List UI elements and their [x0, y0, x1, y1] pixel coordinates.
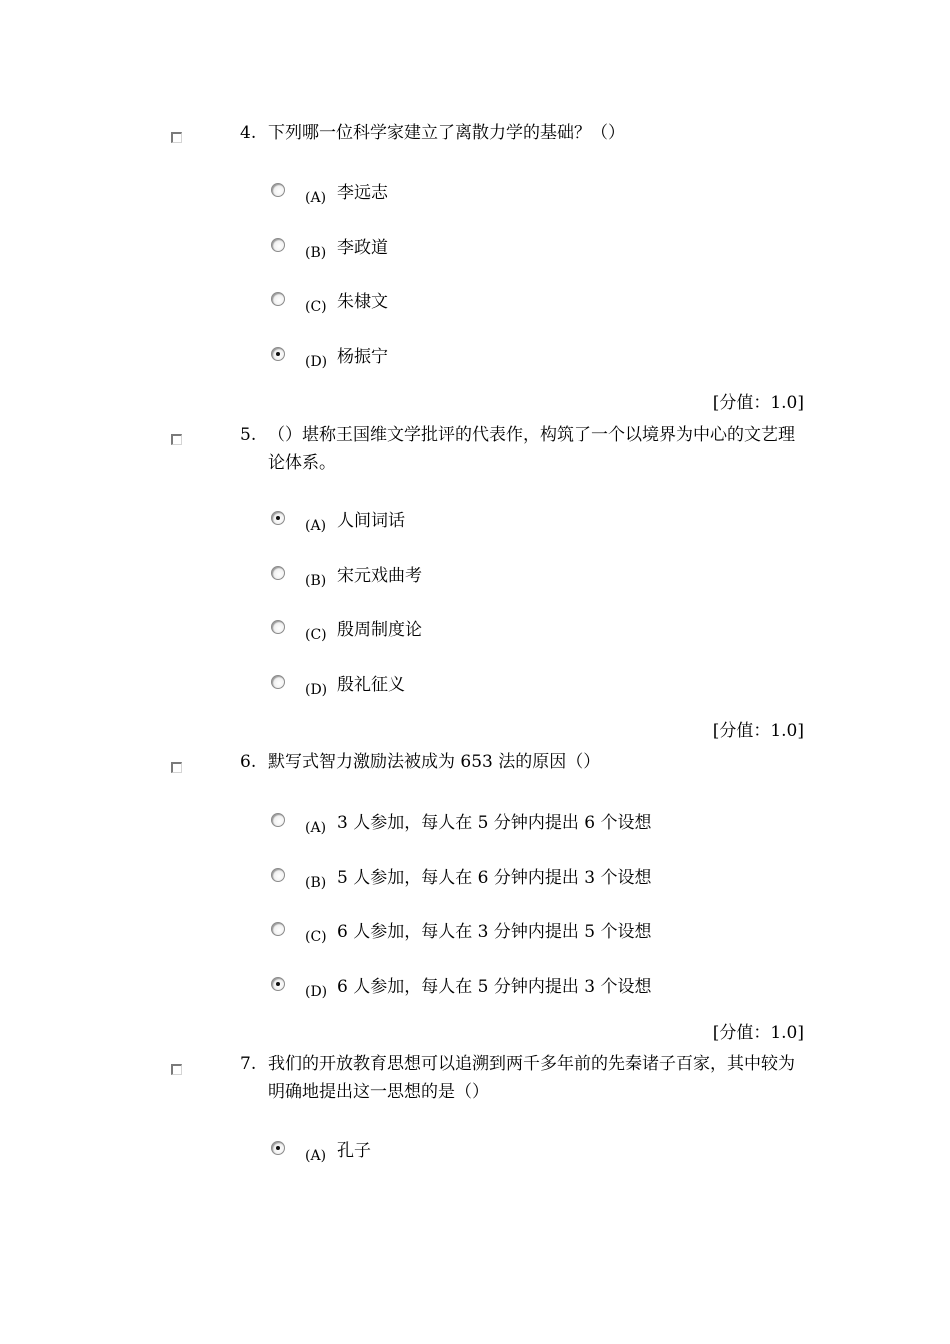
- radio-button[interactable]: [271, 675, 285, 689]
- question-mark-checkbox[interactable]: [171, 434, 182, 445]
- radio-button[interactable]: [271, 813, 285, 827]
- option-letter: (C): [305, 929, 327, 945]
- option-text: 孔子: [337, 1141, 371, 1161]
- option-text: 6 人参加，每人在 5 分钟内提出 3 个设想: [337, 977, 652, 997]
- option-letter: (A): [305, 820, 327, 836]
- option-7a[interactable]: [0, 1141, 950, 1171]
- option-6c[interactable]: [0, 922, 950, 952]
- radio-button-selected[interactable]: [271, 1141, 285, 1155]
- question-mark-checkbox[interactable]: [171, 132, 182, 143]
- option-text: 人间词话: [337, 511, 405, 531]
- question-text: 默写式智力激励法被成为 653 法的原因（）: [268, 752, 601, 772]
- option-5b[interactable]: [0, 566, 950, 596]
- option-letter: (C): [305, 627, 327, 643]
- question-text: 我们的开放教育思想可以追溯到两千多年前的先秦诸子百家，其中较为明确地提出这一思想的是（）: [268, 1054, 795, 1102]
- option-letter: (B): [305, 573, 327, 589]
- option-letter: (C): [305, 299, 327, 315]
- radio-selected-dot: [276, 352, 280, 356]
- option-5d[interactable]: [0, 675, 950, 705]
- radio-button[interactable]: [271, 238, 285, 252]
- score-label: [分值：1.0]: [712, 393, 804, 413]
- option-6d[interactable]: [0, 977, 950, 1007]
- option-text: 宋元戏曲考: [337, 566, 422, 586]
- option-5c[interactable]: [0, 620, 950, 650]
- score-label: [分值：1.0]: [712, 721, 804, 741]
- score-label: [分值：1.0]: [712, 1023, 804, 1043]
- radio-selected-dot: [276, 982, 280, 986]
- option-text: 朱棣文: [337, 292, 388, 312]
- option-5a[interactable]: [0, 511, 950, 541]
- radio-selected-dot: [276, 1146, 280, 1150]
- option-letter: (B): [305, 245, 327, 261]
- option-text: 李远志: [337, 183, 388, 203]
- radio-button[interactable]: [271, 292, 285, 306]
- option-6a[interactable]: [0, 813, 950, 843]
- radio-button-selected[interactable]: [271, 347, 285, 361]
- option-letter: (A): [305, 518, 327, 534]
- option-4b[interactable]: [0, 238, 950, 268]
- radio-button[interactable]: [271, 868, 285, 882]
- option-text: 6 人参加，每人在 3 分钟内提出 5 个设想: [337, 922, 652, 942]
- option-letter: (D): [305, 984, 328, 1000]
- radio-button[interactable]: [271, 620, 285, 634]
- question-mark-checkbox[interactable]: [171, 1064, 182, 1075]
- question-text: （）堪称王国维文学批评的代表作，构筑了一个以境界为中心的文艺理论体系。: [268, 425, 795, 473]
- radio-button-selected[interactable]: [271, 511, 285, 525]
- option-text: 5 人参加，每人在 6 分钟内提出 3 个设想: [337, 868, 652, 888]
- question-text: 下列哪一位科学家建立了离散力学的基础？（）: [268, 123, 625, 143]
- question-number: 7.: [240, 1054, 257, 1074]
- option-4c[interactable]: [0, 292, 950, 322]
- question-mark-checkbox[interactable]: [171, 762, 182, 773]
- radio-button[interactable]: [271, 183, 285, 197]
- option-letter: (D): [305, 354, 328, 370]
- option-6b[interactable]: [0, 868, 950, 898]
- option-letter: (A): [305, 190, 327, 206]
- option-letter: (B): [305, 875, 327, 891]
- option-4a[interactable]: [0, 183, 950, 213]
- radio-button[interactable]: [271, 922, 285, 936]
- option-text: 3 人参加，每人在 5 分钟内提出 6 个设想: [337, 813, 652, 833]
- question-number: 5.: [240, 425, 257, 445]
- option-letter: (D): [305, 682, 328, 698]
- option-text: 殷周制度论: [337, 620, 422, 640]
- question-number: 6.: [240, 752, 257, 772]
- radio-button-selected[interactable]: [271, 977, 285, 991]
- option-4d[interactable]: [0, 347, 950, 377]
- radio-button[interactable]: [271, 566, 285, 580]
- question-number: 4.: [240, 123, 257, 143]
- option-text: 李政道: [337, 238, 388, 258]
- option-letter: (A): [305, 1148, 327, 1164]
- radio-selected-dot: [276, 516, 280, 520]
- option-text: 殷礼征义: [337, 675, 405, 695]
- option-text: 杨振宁: [337, 347, 388, 367]
